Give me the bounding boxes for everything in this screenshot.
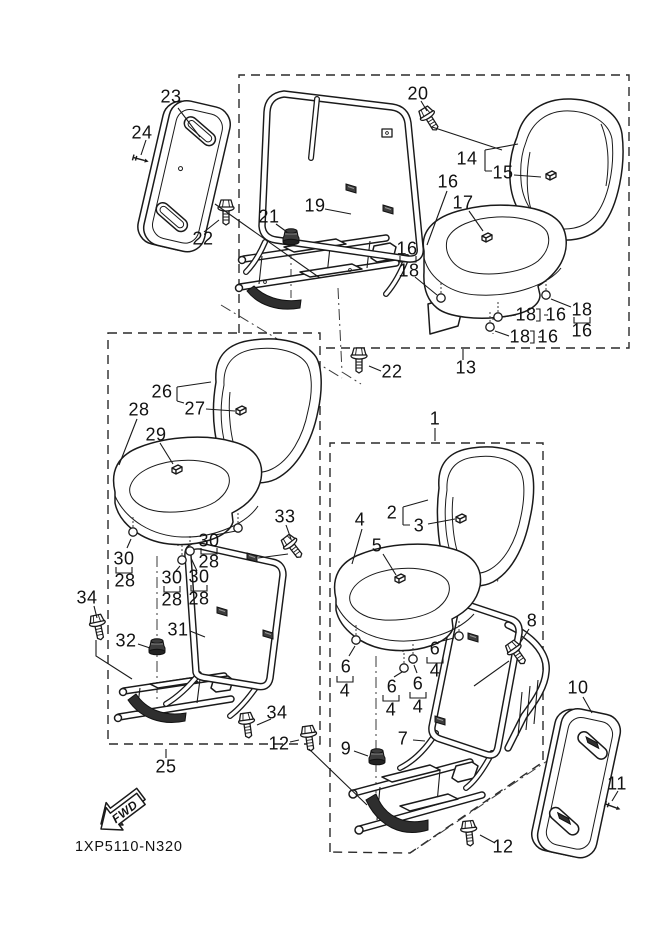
part-label-25[interactable]: 25 <box>155 756 177 777</box>
flange-bolt-12-left-icon <box>300 725 319 752</box>
part-label-7[interactable]: 7 <box>397 728 409 749</box>
part-label-4-g2[interactable]: 4 <box>385 699 397 720</box>
pin-24-icon <box>132 155 149 165</box>
part-label-10[interactable]: 10 <box>567 677 589 698</box>
part-label-18-right-stack[interactable]: 18 <box>571 299 593 320</box>
part-label-18-left-stack[interactable]: 18 <box>398 260 420 281</box>
part-label-19[interactable]: 19 <box>304 195 326 216</box>
part-label-6-g3[interactable]: 6 <box>412 673 424 694</box>
part-label-8[interactable]: 8 <box>526 610 538 631</box>
part-label-14[interactable]: 14 <box>456 148 478 169</box>
part-label-15[interactable]: 15 <box>492 162 514 183</box>
part-label-28-g4[interactable]: 28 <box>188 588 210 609</box>
flange-bolt-34-bottom-icon <box>238 712 257 739</box>
part-label-16-pair2[interactable]: 16 <box>537 326 559 347</box>
part-label-16-right-stack[interactable]: 16 <box>571 320 593 341</box>
part-label-3[interactable]: 3 <box>413 515 425 536</box>
flange-bolt-22-lower-icon <box>351 348 367 373</box>
part-label-23[interactable]: 23 <box>160 86 182 107</box>
part-label-17[interactable]: 17 <box>452 192 474 213</box>
part-label-16-pair1[interactable]: 16 <box>545 304 567 325</box>
part-label-27[interactable]: 27 <box>184 398 206 419</box>
part-label-4-g4[interactable]: 4 <box>429 660 441 681</box>
part-label-32[interactable]: 32 <box>115 630 137 651</box>
flange-bolt-12-bottom-icon <box>460 820 479 847</box>
part-label-31[interactable]: 31 <box>167 619 189 640</box>
flange-bolt-34-left-icon <box>88 614 109 642</box>
part-label-28-g3[interactable]: 28 <box>161 589 183 610</box>
screw-33-icon <box>279 532 307 562</box>
part-label-22-upper[interactable]: 22 <box>192 228 214 249</box>
part-label-30-g3[interactable]: 30 <box>161 567 183 588</box>
part-label-30-g1[interactable]: 30 <box>113 548 135 569</box>
part-label-6-g1[interactable]: 6 <box>340 656 352 677</box>
part-label-24[interactable]: 24 <box>131 122 153 143</box>
part-label-34-bottom[interactable]: 34 <box>266 702 288 723</box>
part-label-2[interactable]: 2 <box>386 502 398 523</box>
part-label-22-lower[interactable]: 22 <box>381 361 403 382</box>
part-label-30-g2[interactable]: 30 <box>198 530 220 551</box>
part-label-9[interactable]: 9 <box>340 738 352 759</box>
part-label-5[interactable]: 5 <box>371 535 383 556</box>
part-label-30-g4[interactable]: 30 <box>188 566 210 587</box>
fwd-arrow-label: FWD <box>109 797 141 826</box>
part-label-6-g4[interactable]: 6 <box>429 638 441 659</box>
part-label-33[interactable]: 33 <box>274 506 296 527</box>
part-label-20[interactable]: 20 <box>407 83 429 104</box>
damper-6-icon <box>400 653 408 672</box>
side-panel-23 <box>134 96 234 256</box>
damper-30-icon <box>234 513 242 532</box>
part-label-1[interactable]: 1 <box>429 408 441 429</box>
part-label-4-g3[interactable]: 4 <box>412 696 424 717</box>
part-label-28-g2[interactable]: 28 <box>198 551 220 572</box>
nut-32-icon <box>149 639 165 655</box>
part-label-29[interactable]: 29 <box>145 424 167 445</box>
nut-9-icon <box>369 749 385 765</box>
part-label-6-g2[interactable]: 6 <box>386 676 398 697</box>
part-label-13[interactable]: 13 <box>455 357 477 378</box>
part-label-12-left[interactable]: 12 <box>268 733 290 754</box>
part-label-16-upper[interactable]: 16 <box>437 171 459 192</box>
part-label-21[interactable]: 21 <box>258 206 280 227</box>
flange-bolt-22-upper-icon <box>218 200 234 225</box>
part-label-11[interactable]: 11 <box>607 773 627 794</box>
part-label-26[interactable]: 26 <box>151 381 173 402</box>
fwd-arrow <box>90 783 152 840</box>
part-label-18-pair1[interactable]: 18 <box>515 304 537 325</box>
part-label-28-g1[interactable]: 28 <box>114 570 136 591</box>
part-label-16-left-stack[interactable]: 16 <box>396 238 418 259</box>
part-label-4-upper[interactable]: 4 <box>354 509 366 530</box>
seat-cushion-16 <box>423 205 566 318</box>
part-label-18-pair2[interactable]: 18 <box>509 326 531 347</box>
part-label-34-left[interactable]: 34 <box>76 587 98 608</box>
part-label-28-top[interactable]: 28 <box>128 399 150 420</box>
part-label-12-bottom[interactable]: 12 <box>492 836 514 857</box>
part-label-4-g1[interactable]: 4 <box>339 680 351 701</box>
pin-11-icon <box>604 801 621 812</box>
drawing-code: 1XP5110-N320 <box>75 839 183 855</box>
